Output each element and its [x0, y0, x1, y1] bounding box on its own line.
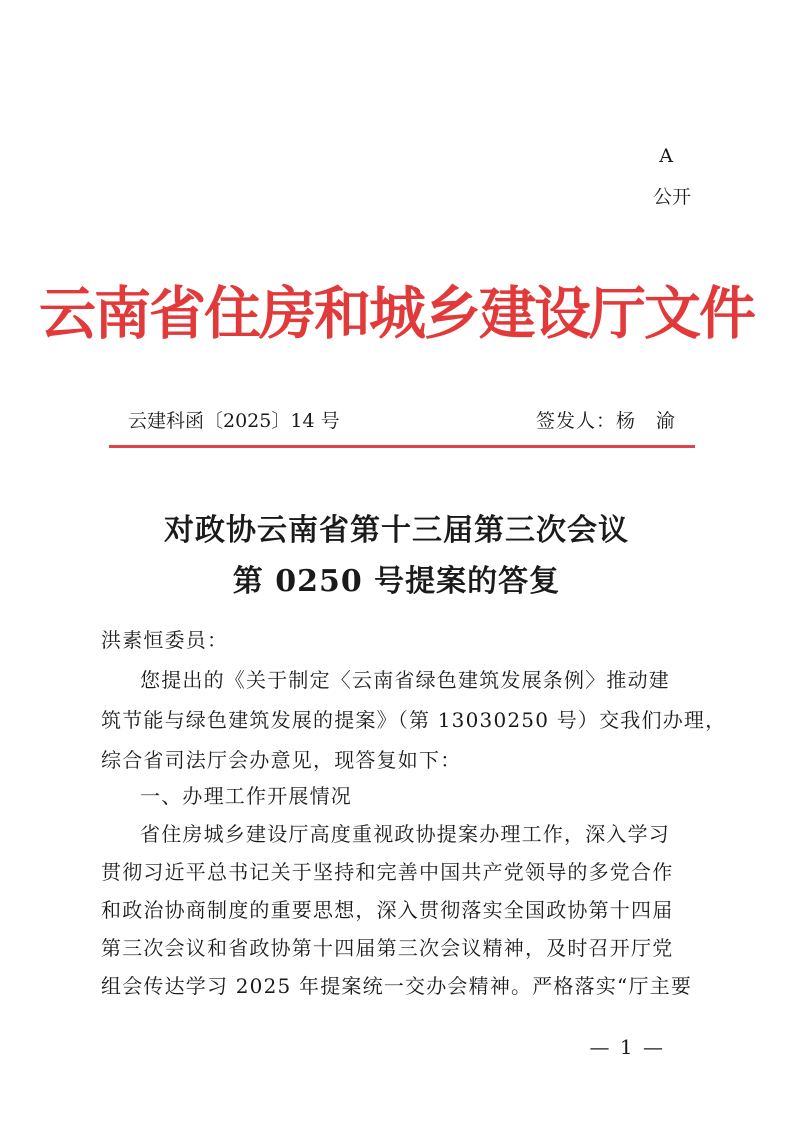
document-title-line-1: 对政协云南省第十三届第三次会议	[164, 513, 629, 548]
paragraph-line: 和政治协商制度的重要思想，深入贯彻落实全国政协第十四届	[101, 898, 674, 922]
salutation: 洪素恒委员：	[101, 628, 229, 652]
document-title-line-2: 第 0250 号提案的答复	[232, 564, 561, 599]
signer: 签发人：杨 渝	[535, 410, 676, 432]
paragraph-line: 第三次会议和省政协第十四届第三次会议精神，及时召开厅党	[101, 936, 674, 960]
paragraph-line: 组会传达学习 2025 年提案统一交办会精神。严格落实“厅主要	[101, 974, 693, 998]
document-number: 云建科函〔2025〕14 号	[128, 410, 340, 432]
security-grade: A	[659, 145, 673, 167]
paragraph-line: 贯彻习近平总书记关于坚持和完善中国共产党领导的多党合作	[101, 860, 674, 884]
paragraph-line: 综合省司法厅会办意见，现答复如下：	[101, 748, 462, 772]
page-number: — 1 —	[589, 1035, 665, 1059]
issuer-red-header: 云南省住房和城乡建设厅文件	[39, 281, 754, 347]
section-heading: 一、办理工作开展情况	[140, 784, 352, 808]
disclosure-label: 公开	[652, 186, 691, 208]
paragraph-line: 您提出的《关于制定〈云南省绿色建筑发展条例〉推动建	[140, 668, 670, 692]
red-divider	[109, 445, 695, 448]
paragraph-line: 省住房城乡建设厅高度重视政协提案办理工作，深入学习	[140, 822, 670, 846]
paragraph-line: 筑节能与绿色建筑发展的提案》（第 13030250 号）交我们办理，	[101, 708, 727, 732]
